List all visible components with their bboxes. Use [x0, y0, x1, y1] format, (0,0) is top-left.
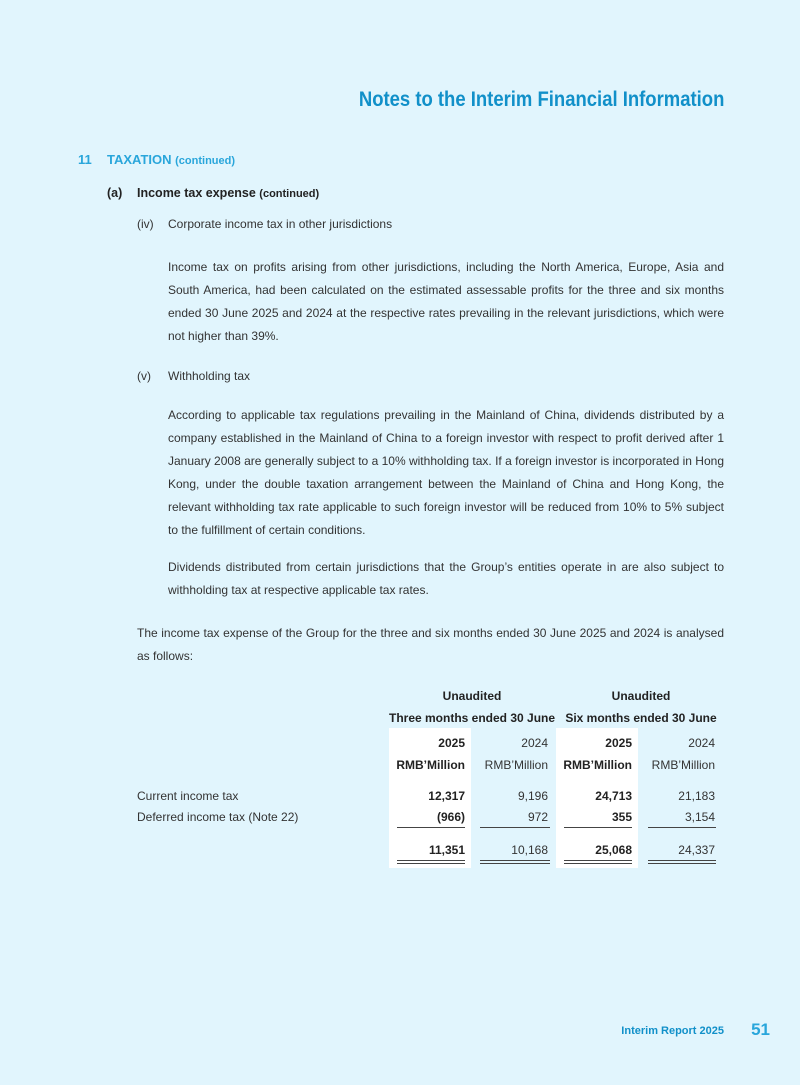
section-continued: (continued) — [175, 155, 236, 167]
total-underline-4b — [648, 863, 716, 864]
col-unit-4: RMB’Million — [651, 758, 715, 772]
subtotal-line-1 — [397, 827, 465, 828]
item-label-v: (v) — [137, 369, 151, 383]
table-group-status-three: Unaudited — [442, 689, 502, 703]
row-label-current: Current income tax — [137, 789, 239, 803]
subsection-title-text: Income tax expense — [137, 186, 256, 200]
col-unit-2: RMB’Million — [484, 758, 548, 772]
col-year-2: 2024 — [521, 736, 548, 750]
subtotal-line-4 — [648, 827, 716, 828]
cell-current-2: 9,196 — [517, 789, 548, 803]
item-label-iv: (iv) — [137, 217, 154, 231]
cell-deferred-2: 972 — [527, 810, 548, 824]
item-title-v: Withholding tax — [168, 369, 251, 383]
section-title-text: TAXATION — [107, 152, 172, 167]
row-label-deferred: Deferred income tax (Note 22) — [137, 810, 299, 824]
total-4: 24,337 — [678, 843, 715, 857]
total-2: 10,168 — [511, 843, 548, 857]
paragraph-withholding-tax: According to applicable tax regulations prevailing in the Mainland of China, dividends distributed by a company established in the Mainland of China to a foreign investor with respect to profit derived after 1 January 2008 are generally subject to a 10% withholding tax. If a foreign investor is incorporated in Hong Kong, under the double taxation arrangement between the Mainland of China and Hong Kong, the relevant withholding tax rate applicable to such foreign investor will be reduced from 10% to 5% subject to the fulfillment of certain conditions. — [168, 408, 724, 537]
col-year-1: 2025 — [438, 736, 465, 750]
paragraph-other-jurisdictions: Income tax on profits arising from other jurisdictions, including the North America, Europe, Asia and South America, had been calculated on the estimated assessable profits for the three and six months ended 30 June 2025 and 2024 at the respective rates prevailing in the relevant jurisdictions, which were not higher than 39%. — [168, 260, 724, 343]
cell-current-3: 24,713 — [595, 789, 632, 803]
total-underline-1a — [397, 860, 465, 861]
col-year-4: 2024 — [688, 736, 715, 750]
cell-deferred-3: 355 — [611, 810, 632, 824]
subsection-title — [137, 186, 319, 200]
cell-deferred-4: 3,154 — [684, 810, 715, 824]
page-title: Notes to the Interim Financial Information — [358, 88, 724, 111]
cell-deferred-1: (966) — [436, 810, 465, 824]
col-unit-1: RMB’Million — [396, 758, 465, 772]
subsection-label: (a) — [107, 186, 123, 200]
subtotal-line-3 — [564, 827, 632, 828]
total-underline-2a — [480, 860, 550, 861]
section-number: 11 — [78, 152, 92, 167]
table-group-period-six: Six months ended 30 June — [565, 711, 717, 725]
footer-report-name: Interim Report 2025 — [621, 1025, 724, 1037]
cell-current-4: 21,183 — [678, 789, 715, 803]
subtotal-line-2 — [480, 827, 550, 828]
paragraph-summary: The income tax expense of the Group for the three and six months ended 30 June 2025 and 2024 is analysed as follows: — [137, 626, 724, 663]
col-unit-3: RMB’Million — [563, 758, 632, 772]
subsection-continued: (continued) — [259, 188, 320, 200]
total-underline-4a — [648, 860, 716, 861]
table-group-period-three: Three months ended 30 June — [389, 711, 556, 725]
total-underline-1b — [397, 863, 465, 864]
cell-current-1: 12,317 — [428, 789, 465, 803]
section-title — [107, 152, 235, 167]
total-3: 25,068 — [595, 843, 632, 857]
col-year-3: 2025 — [605, 736, 632, 750]
paragraph-dividends: Dividends distributed from certain jurisdictions that the Group’s entities operate in are also subject to withholding tax at respective applicable tax rates. — [168, 560, 724, 597]
table-group-status-six: Unaudited — [611, 689, 671, 703]
total-underline-3a — [564, 860, 632, 861]
item-title-iv: Corporate income tax in other jurisdictions — [168, 217, 393, 231]
total-underline-3b — [564, 863, 632, 864]
page-number: 51 — [751, 1020, 770, 1039]
total-1: 11,351 — [428, 843, 465, 857]
total-underline-2b — [480, 863, 550, 864]
